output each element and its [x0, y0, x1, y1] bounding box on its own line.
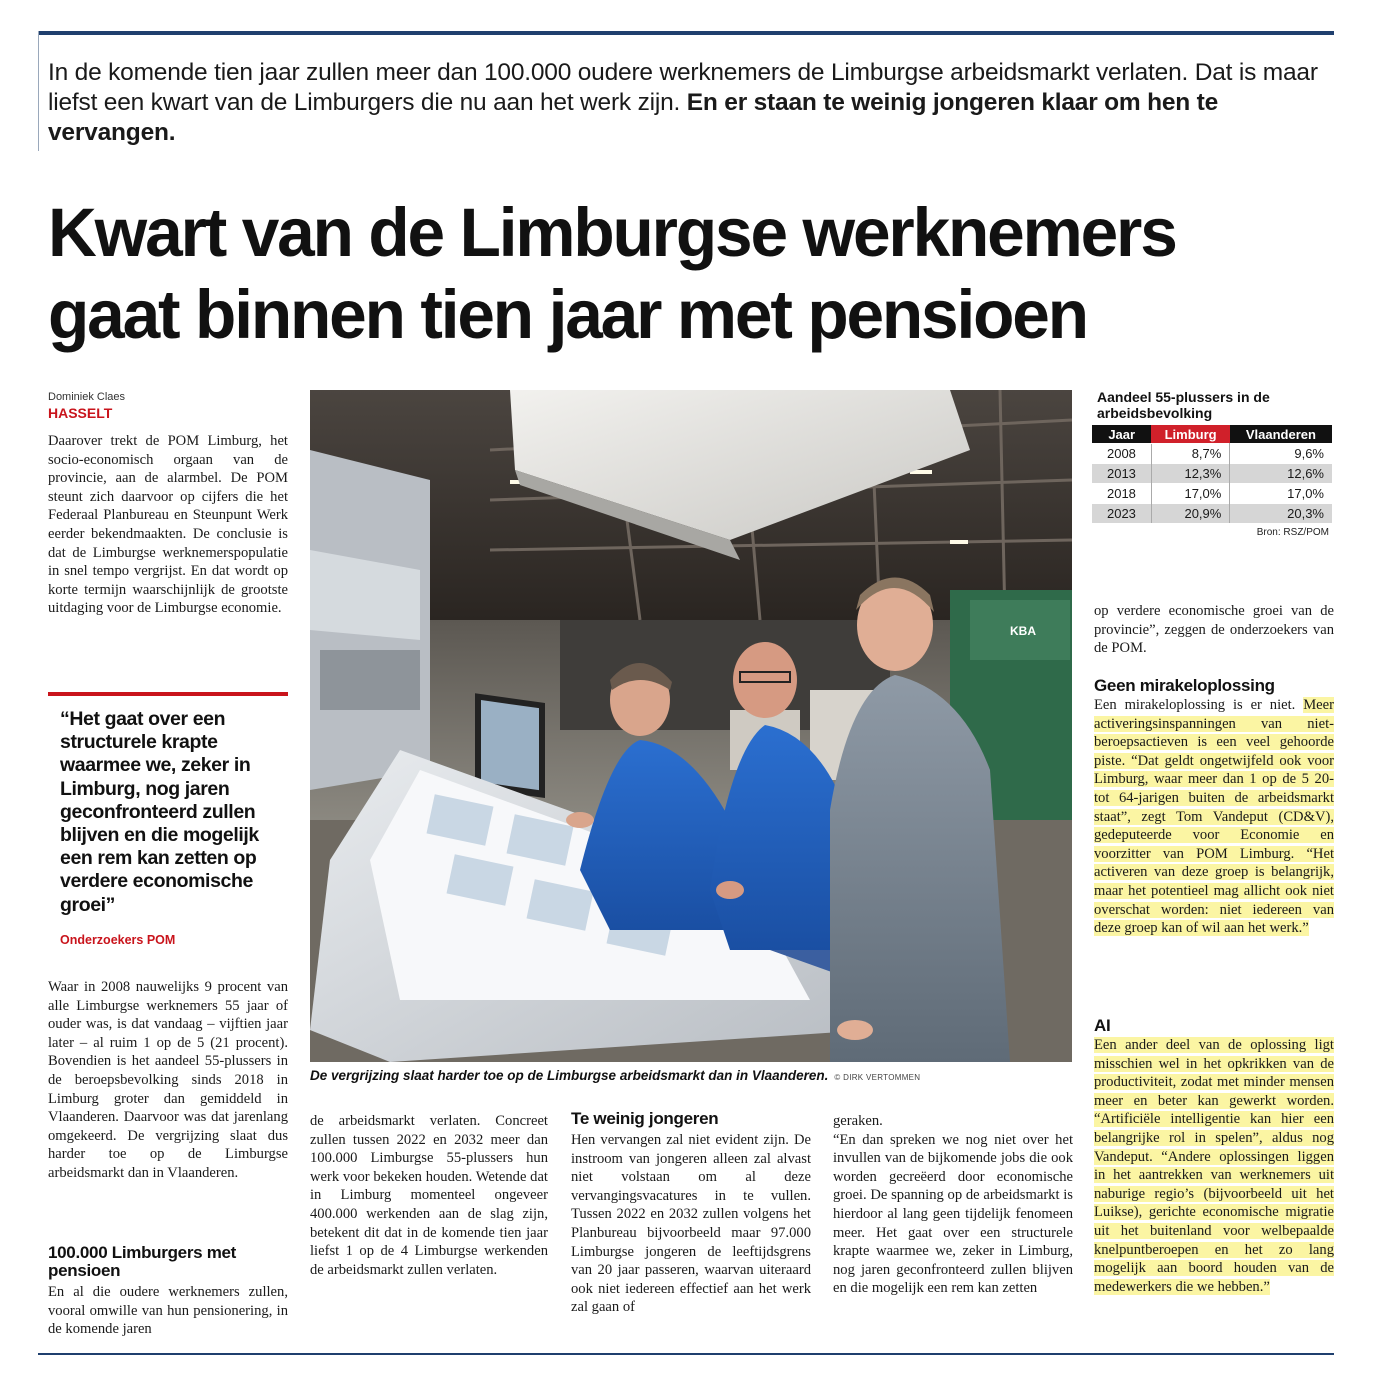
- headline: Kwart van de Limburgse werknemers gaat binnen tien jaar met pensioen: [48, 194, 1176, 353]
- table-cell-year: 2023: [1092, 504, 1151, 524]
- photo-credit: © DIRK VERTOMMEN: [834, 1073, 921, 1082]
- table-header-jaar: Jaar: [1092, 425, 1151, 444]
- intro-side-rule: [38, 31, 39, 151]
- table-header-vlaanderen: Vlaanderen: [1230, 425, 1332, 444]
- photo-caption: [310, 1068, 1072, 1083]
- table-cell-year: 2018: [1092, 484, 1151, 504]
- photo-caption-text: De vergrijzing slaat harder toe op de Limburgse arbeidsmarkt dan in Vlaanderen.: [310, 1068, 829, 1083]
- table-source: Bron: RSZ/POM: [1256, 527, 1329, 538]
- subhead-te-weinig-jongeren: Te weinig jongeren: [571, 1109, 719, 1128]
- column-1-intro-text: Daarover trekt de POM Limburg, het socio-economisch orgaan van de provincie, aan de alarmbel. De POM steunt zich daarvoor op cijfers die het Federaal Planbureau en Steunpunt Werk eerder bekendmaakten. De conclusie is dat de Limburgse werknemerspopulatie in snel tempo vergrijst. En dat wordt op korte termijn waarschijnlijk de grootste uitdaging voor de Limburgse economie.: [48, 433, 288, 617]
- table-cell-vlaanderen: 20,3%: [1230, 504, 1332, 524]
- statistics-table: [1092, 425, 1332, 523]
- intro-bold: En er staan te weinig jongeren klaar om hen te vervangen.: [48, 89, 1219, 146]
- subhead-100000-limburgers: 100.000 Limburgers met pensioen: [48, 1243, 237, 1280]
- table-title: Aandeel 55-plussers in de arbeidsbevolking: [1097, 389, 1270, 421]
- table-cell-vlaanderen: 9,6%: [1230, 444, 1332, 464]
- table-row: [1092, 464, 1332, 484]
- intro-paragraph: [48, 58, 1338, 148]
- subhead-geen-mirakeloplossing: Geen mirakeloplossing: [1094, 676, 1275, 695]
- column-1-body-text: Waar in 2008 nauwelijks 9 procent van alle Limburgse werknemers 55 jaar of ouder was, is dat vandaag – vijftien jaar later – al ruim 1 op de 5 (21 procent). Bovendien is het aandeel 55-plussers in de beroepsbevolking sinds 2018 in Limburg groter dan gemiddeld in Vlaanderen. Daarvoor was dat jarenlang omgekeerd. De vergrijzing slaat dus harder toe op de Limburgse arbeidsmarkt dan in Vlaanderen.: [48, 979, 288, 1181]
- table-row: [1092, 444, 1332, 464]
- author-name: Dominiek Claes: [48, 391, 126, 403]
- column-5-plain-text: Een mirakeloplossing is er niet.: [1094, 697, 1304, 713]
- machine-label: KBA: [1010, 624, 1036, 638]
- intro-normal: In de komende tien jaar zullen meer dan 100.000 oudere werknemers de Limburgse arbeidsmarkt verlaten. Dat is maar liefst een kwart van de Limburgers die nu aan het werk zijn.: [48, 59, 1318, 116]
- subhead-ai: AI: [1094, 1016, 1111, 1035]
- column-5-ai-text: [1094, 1036, 1334, 1296]
- column-5-body-text: [1094, 696, 1334, 938]
- table-row: [1092, 504, 1332, 524]
- bottom-rule: [38, 1353, 1334, 1355]
- table-row: [1092, 484, 1332, 504]
- highlighted-text: Meer activeringsinspanningen van niet-beroepsactieven is een veel gehoorde piste. “Dat geldt ongetwijfeld ook voor Limburg, waar meer dan 1 op de 5 20- tot 64-jarigen buiten de arbeidsmarkt staat”, zegt Tom Vandeput (CD&V), gedeputeerde voor Economie en voorzitter van POM Limburg. “Het activeren van deze groep is belangrijk, maar het potentieel mag allicht ook niet overschat worden: niet iedereen van deze groep kan of wil aan het werk.”: [1094, 697, 1334, 937]
- table-cell-limburg: 8,7%: [1151, 444, 1229, 464]
- column-1-continued-text: En al die oudere werknemers zullen, vooral omwille van hun pensionering, in de komende jaren: [48, 1284, 288, 1338]
- dateline: HASSELT: [48, 405, 113, 421]
- pull-quote: “Het gaat over een structurele krapte waarmee we, zeker in Limburg, nog jaren geconfronteerd zullen blijven en die mogelijk een rem kan zetten op verdere economische groei”: [60, 708, 259, 916]
- table-cell-year: 2008: [1092, 444, 1151, 464]
- table-cell-vlaanderen: 17,0%: [1230, 484, 1332, 504]
- table-cell-limburg: 17,0%: [1151, 484, 1229, 504]
- top-rule: [38, 31, 1334, 35]
- table-cell-vlaanderen: 12,6%: [1230, 464, 1332, 484]
- quote-accent-bar: [48, 692, 288, 696]
- printing-press-photo: [310, 390, 1072, 1062]
- highlighted-text: Een ander deel van de oplossing ligt misschien wel in het opkrikken van de productiviteit, zodat met minder mensen meer en beter kan gewerkt worden. “Artificiële intelligentie kan hier een belangrijke rol in spelen”, aldus nog Vandeput. “Andere oplossingen liggen in het aantrekken van werknemers uit naburige regio’s (bijvoorbeeld uit het Luikse), gerichte economische migratie uit het buitenland voor welbepaalde knelpuntberoepen en het zo lang mogelijk aan boord houden van de medewerkers die we hebben.”: [1094, 1037, 1334, 1295]
- table-header-row: [1092, 425, 1332, 444]
- column-4-text: geraken. “En dan spreken we nog niet over het invullen van de bijkomende jobs die ook worden gecreëerd door economische groei. De spanning op de arbeidsmarkt is hierdoor al lang geen tijdelijk fenomeen meer. Het gaat over een structurele krapte waarmee we, zeker in Limburg, nog jaren geconfronteerd zullen blijven en die mogelijk een rem kan zetten: [833, 1113, 1073, 1297]
- table-cell-limburg: 20,9%: [1151, 504, 1229, 524]
- column-5-intro-text: op verdere economische groei van de provincie”, zeggen de onderzoekers van de POM.: [1094, 603, 1334, 657]
- table-header-limburg: Limburg: [1151, 425, 1229, 444]
- column-3-text: Hen vervangen zal niet evident zijn. De instroom van jongeren alleen zal alvast niet volstaan om al deze vervangingsvacatures in te vullen. Tussen 2022 en 2032 zullen volgens het Planbureau bijvoorbeeld maar 97.000 Limburgse jongeren de leeftijdsgrens van 20 jaar passeren, waarvan uiteraard ook niet iedereen effectief aan het werk zal gaan of: [571, 1132, 811, 1316]
- column-2-text: de arbeidsmarkt verlaten. Concreet zullen tussen 2022 en 2032 meer dan 100.000 Limburgse 55-plussers hun werk voor bekeken houden. Wetende dat in Limburg momenteel ongeveer 400.000 werkenden aan de slag zijn, betekent dit dat in de komende tien jaar liefst 1 op de 4 Limburgse werkenden de arbeidsmarkt zullen verlaten.: [310, 1113, 548, 1278]
- table-cell-limburg: 12,3%: [1151, 464, 1229, 484]
- table-cell-year: 2013: [1092, 464, 1151, 484]
- pull-quote-source: Onderzoekers POM: [60, 933, 176, 947]
